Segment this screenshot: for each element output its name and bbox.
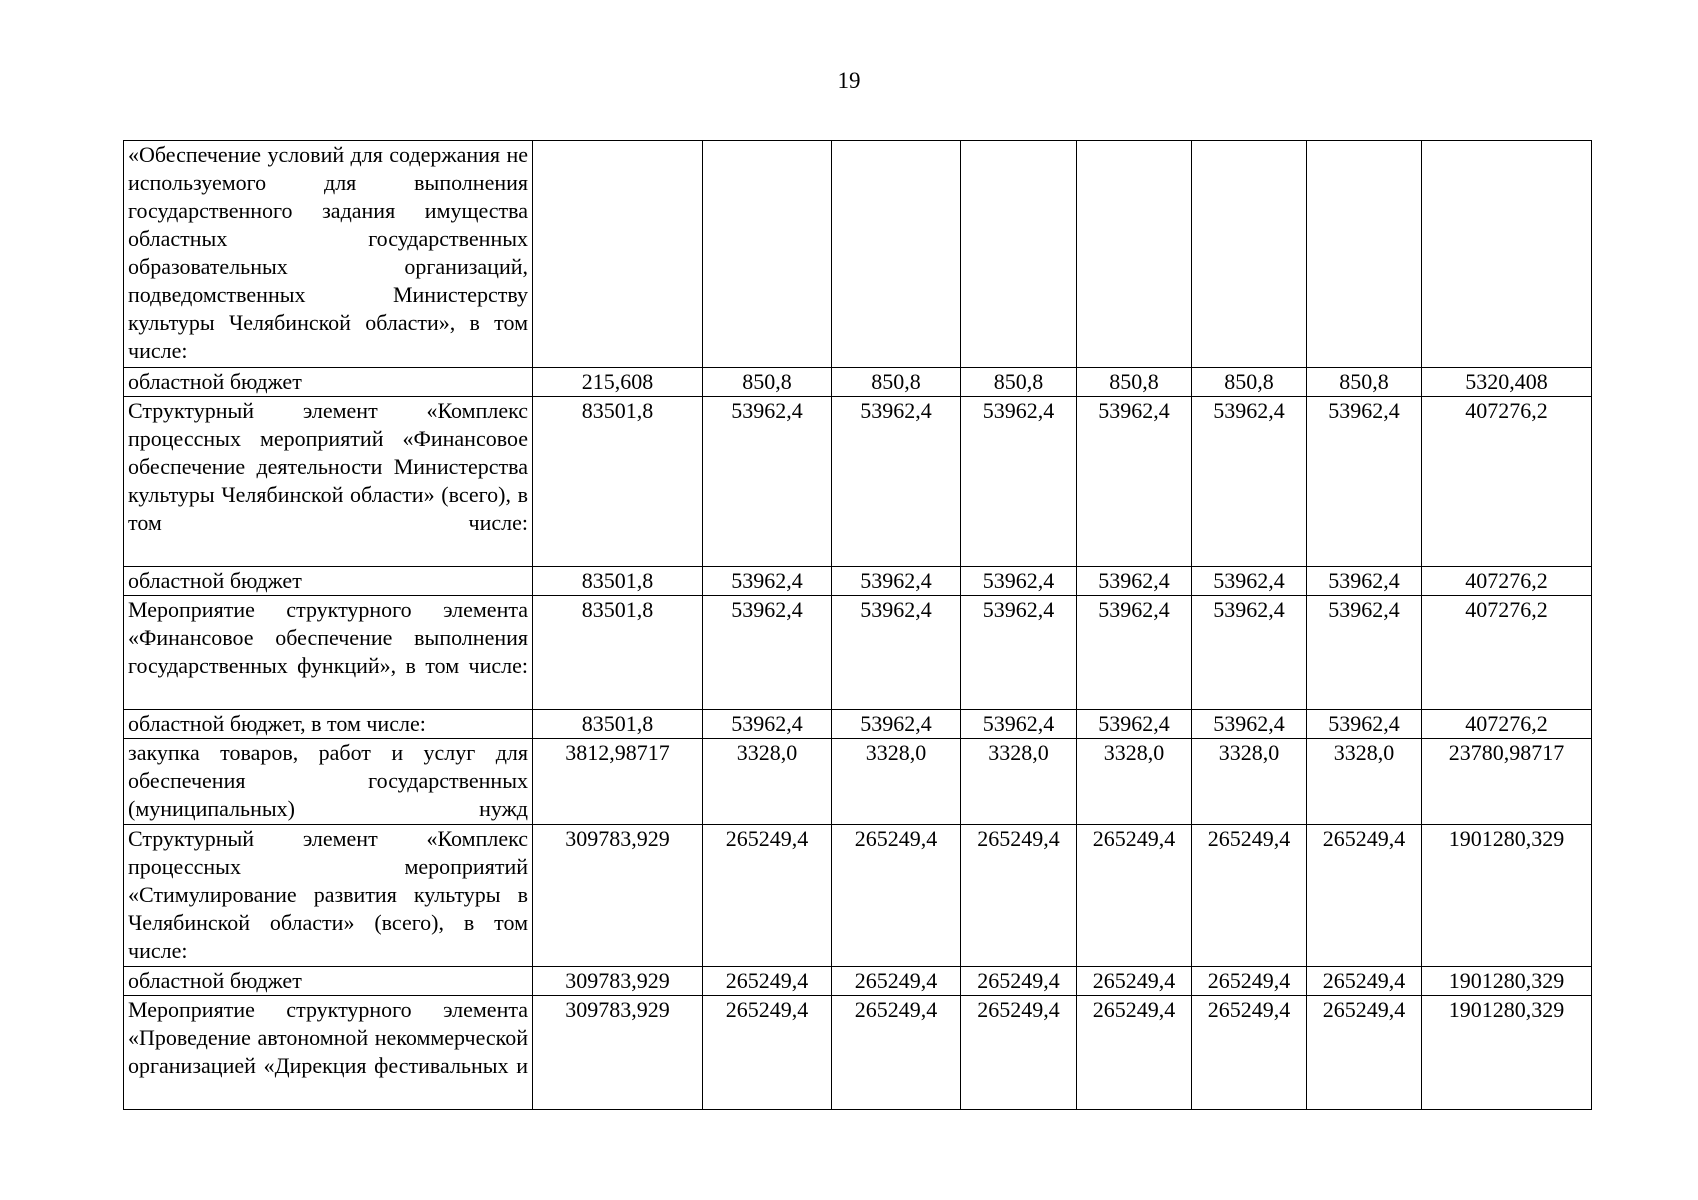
value-cell: 53962,4 bbox=[1307, 710, 1422, 739]
row-label: Мероприятие структурного элемента «Финансовое обеспечение выполнения государственных функций», в том числе: bbox=[124, 596, 533, 710]
value-cell: 53962,4 bbox=[1192, 710, 1307, 739]
total-cell: 407276,2 bbox=[1422, 397, 1592, 567]
value-cell: 53962,4 bbox=[832, 710, 961, 739]
row-label: Мероприятие структурного элемента «Проведение автономной некоммерческой организацией «Дирекция фестивальных и bbox=[124, 996, 533, 1110]
value-cell bbox=[1192, 141, 1307, 368]
value-cell bbox=[1077, 141, 1192, 368]
value-cell: 53962,4 bbox=[961, 397, 1077, 567]
value-cell: 850,8 bbox=[832, 368, 961, 397]
row-label: закупка товаров, работ и услуг для обеспечения государственных (муниципальных) нужд bbox=[124, 739, 533, 825]
value-cell: 309783,929 bbox=[533, 996, 703, 1110]
value-cell: 3328,0 bbox=[1192, 739, 1307, 825]
row-label: «Обеспечение условий для содержания не используемого для выполнения государственного задания имущества областных государственных образовательных организаций, подведомственных Министерству культуры Челябинской области», в том числе: bbox=[124, 141, 533, 368]
value-cell: 309783,929 bbox=[533, 967, 703, 996]
value-cell: 265249,4 bbox=[1077, 967, 1192, 996]
value-cell: 265249,4 bbox=[832, 825, 961, 967]
value-cell: 265249,4 bbox=[961, 996, 1077, 1110]
value-cell: 3328,0 bbox=[1307, 739, 1422, 825]
value-cell: 3328,0 bbox=[703, 739, 832, 825]
value-cell: 53962,4 bbox=[1307, 596, 1422, 710]
table-row bbox=[124, 596, 1592, 710]
table-row bbox=[124, 739, 1592, 825]
value-cell: 53962,4 bbox=[703, 567, 832, 596]
value-cell: 850,8 bbox=[961, 368, 1077, 397]
total-cell: 407276,2 bbox=[1422, 596, 1592, 710]
value-cell: 83501,8 bbox=[533, 710, 703, 739]
value-cell: 53962,4 bbox=[961, 596, 1077, 710]
value-cell: 83501,8 bbox=[533, 567, 703, 596]
value-cell: 265249,4 bbox=[1192, 825, 1307, 967]
total-cell: 1901280,329 bbox=[1422, 967, 1592, 996]
value-cell: 265249,4 bbox=[832, 996, 961, 1110]
value-cell: 265249,4 bbox=[1307, 967, 1422, 996]
value-cell bbox=[703, 141, 832, 368]
value-cell: 265249,4 bbox=[832, 967, 961, 996]
row-label: областной бюджет bbox=[124, 967, 533, 996]
value-cell: 215,608 bbox=[533, 368, 703, 397]
value-cell: 265249,4 bbox=[703, 996, 832, 1110]
value-cell: 265249,4 bbox=[1192, 996, 1307, 1110]
row-label: областной бюджет, в том числе: bbox=[124, 710, 533, 739]
value-cell: 53962,4 bbox=[832, 567, 961, 596]
value-cell: 850,8 bbox=[1192, 368, 1307, 397]
total-cell: 407276,2 bbox=[1422, 567, 1592, 596]
value-cell: 53962,4 bbox=[703, 596, 832, 710]
total-cell: 5320,408 bbox=[1422, 368, 1592, 397]
table-row bbox=[124, 141, 1592, 368]
value-cell: 53962,4 bbox=[1192, 567, 1307, 596]
value-cell: 850,8 bbox=[1077, 368, 1192, 397]
value-cell: 265249,4 bbox=[1307, 996, 1422, 1110]
value-cell: 53962,4 bbox=[1077, 596, 1192, 710]
table-row bbox=[124, 825, 1592, 967]
table-row bbox=[124, 996, 1592, 1110]
total-cell: 407276,2 bbox=[1422, 710, 1592, 739]
value-cell bbox=[832, 141, 961, 368]
value-cell: 53962,4 bbox=[703, 710, 832, 739]
value-cell bbox=[533, 141, 703, 368]
value-cell: 265249,4 bbox=[1307, 825, 1422, 967]
row-label: Структурный элемент «Комплекс процессных мероприятий «Стимулирование развития культуры в Челябинской области» (всего), в том числе: bbox=[124, 825, 533, 967]
value-cell: 53962,4 bbox=[961, 567, 1077, 596]
page-number: 19 bbox=[837, 68, 861, 93]
value-cell: 3328,0 bbox=[961, 739, 1077, 825]
value-cell bbox=[1307, 141, 1422, 368]
value-cell: 53962,4 bbox=[1192, 596, 1307, 710]
total-cell bbox=[1422, 141, 1592, 368]
value-cell: 265249,4 bbox=[1077, 996, 1192, 1110]
value-cell: 265249,4 bbox=[703, 967, 832, 996]
value-cell: 265249,4 bbox=[961, 967, 1077, 996]
budget-table bbox=[123, 140, 1592, 1110]
total-cell: 23780,98717 bbox=[1422, 739, 1592, 825]
value-cell: 53962,4 bbox=[1307, 567, 1422, 596]
value-cell: 3328,0 bbox=[832, 739, 961, 825]
value-cell: 53962,4 bbox=[1077, 710, 1192, 739]
table-row bbox=[124, 710, 1592, 739]
table-row bbox=[124, 967, 1592, 996]
value-cell bbox=[961, 141, 1077, 368]
value-cell: 53962,4 bbox=[1307, 397, 1422, 567]
table-row bbox=[124, 567, 1592, 596]
value-cell: 53962,4 bbox=[961, 710, 1077, 739]
table-row bbox=[124, 397, 1592, 567]
value-cell: 265249,4 bbox=[1192, 967, 1307, 996]
value-cell: 53962,4 bbox=[1192, 397, 1307, 567]
value-cell: 265249,4 bbox=[961, 825, 1077, 967]
value-cell: 83501,8 bbox=[533, 397, 703, 567]
table-row bbox=[124, 368, 1592, 397]
value-cell: 3812,98717 bbox=[533, 739, 703, 825]
value-cell: 850,8 bbox=[703, 368, 832, 397]
row-label: областной бюджет bbox=[124, 567, 533, 596]
value-cell: 53962,4 bbox=[703, 397, 832, 567]
row-label: Структурный элемент «Комплекс процессных мероприятий «Финансовое обеспечение деятельности Министерства культуры Челябинской области» (всего), в том числе: bbox=[124, 397, 533, 567]
value-cell: 265249,4 bbox=[703, 825, 832, 967]
value-cell: 53962,4 bbox=[832, 397, 961, 567]
value-cell: 53962,4 bbox=[832, 596, 961, 710]
value-cell: 3328,0 bbox=[1077, 739, 1192, 825]
value-cell: 309783,929 bbox=[533, 825, 703, 967]
total-cell: 1901280,329 bbox=[1422, 996, 1592, 1110]
value-cell: 83501,8 bbox=[533, 596, 703, 710]
value-cell: 265249,4 bbox=[1077, 825, 1192, 967]
value-cell: 53962,4 bbox=[1077, 397, 1192, 567]
row-label: областной бюджет bbox=[124, 368, 533, 397]
value-cell: 850,8 bbox=[1307, 368, 1422, 397]
value-cell: 53962,4 bbox=[1077, 567, 1192, 596]
total-cell: 1901280,329 bbox=[1422, 825, 1592, 967]
